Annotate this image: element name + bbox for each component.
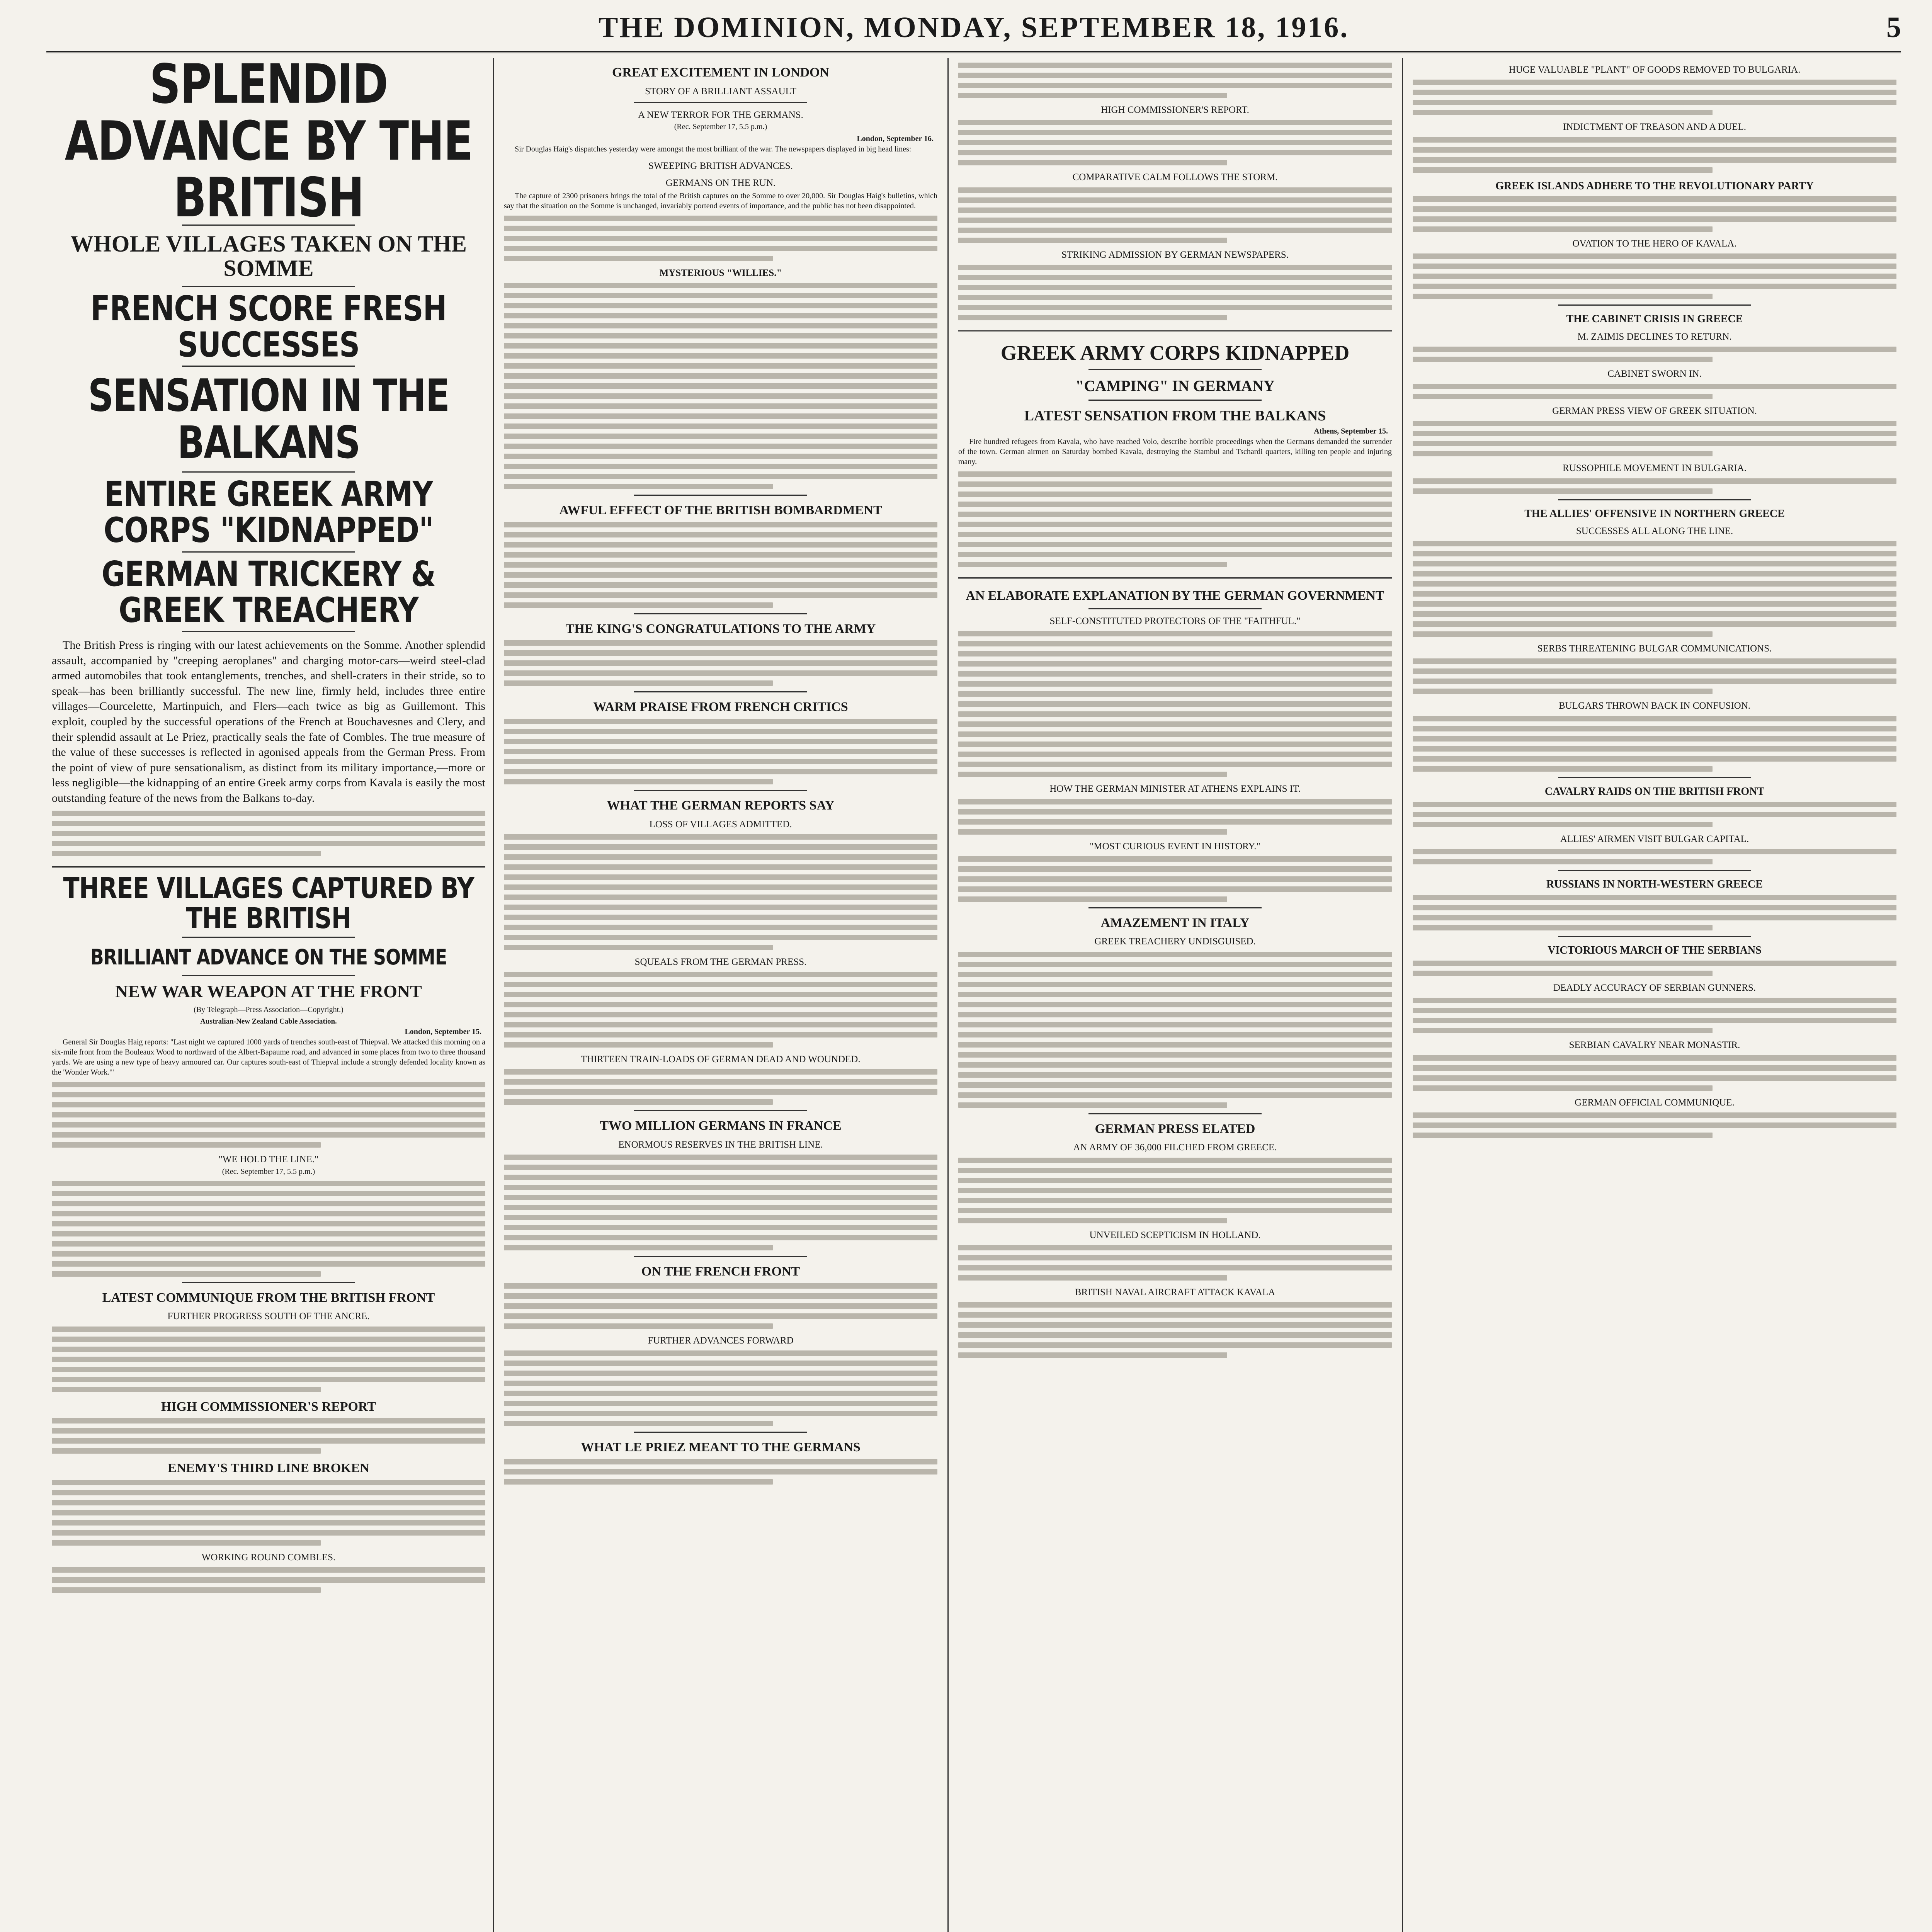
subheadline: FURTHER ADVANCES FORWARD: [648, 1335, 794, 1346]
article-text-block: [958, 799, 1392, 835]
subheadline: GERMAN PRESS VIEW OF GREEK SITUATION.: [1552, 406, 1757, 417]
divider: [634, 1256, 808, 1257]
column-2: [498, 58, 943, 1932]
subheadline: SQUEALS FROM THE GERMAN PRESS.: [634, 956, 807, 967]
divider: [1558, 777, 1752, 778]
divider: [634, 691, 808, 692]
headline: FRENCH SCORE FRESH SUCCESSES: [90, 289, 447, 365]
article-text-block: [504, 1350, 937, 1426]
headline: LATEST SENSATION FROM THE BALKANS: [1024, 408, 1326, 424]
divider: [182, 551, 355, 553]
page-number: 5: [1886, 11, 1901, 44]
masthead: [46, 9, 1901, 53]
divider: [958, 577, 1392, 579]
article-text-block: [958, 63, 1392, 98]
divider: [1088, 608, 1262, 609]
article-text-block: [1413, 137, 1896, 173]
article-text-block: [52, 1181, 485, 1277]
divider: [958, 330, 1392, 332]
article-text-block: [504, 719, 937, 784]
subheadline: AN ARMY OF 36,000 FILCHED FROM GREECE.: [1073, 1142, 1277, 1153]
divider: [182, 286, 355, 287]
article-text-block: [1413, 384, 1896, 399]
article-text: Sir Douglas Haig's dispatches yesterday were amongst the most brilliant of the war. The newspapers displayed in big head lines:: [515, 145, 912, 154]
headline: AN ELABORATE EXPLANATION BY THE GERMAN GOVERNMENT: [966, 588, 1384, 603]
article-text-block: [52, 1567, 485, 1593]
divider: [182, 975, 355, 976]
subheadline: WORKING ROUND COMBLES.: [201, 1552, 336, 1563]
article-text-block: [1413, 961, 1896, 976]
article-text-block: [958, 1245, 1392, 1281]
cable-source: Australian-New Zealand Cable Association.: [200, 1017, 337, 1026]
divider: [182, 471, 355, 473]
article-text-block: [504, 1459, 937, 1485]
article-text-block: [1413, 895, 1896, 930]
article-text-block: [1413, 716, 1896, 772]
headline: CAVALRY RAIDS ON THE BRITISH FRONT: [1544, 785, 1765, 798]
article-text: The capture of 2300 prisoners brings the total of the British captures on the Somme to over 20,000. Sir Douglas Haig's bulletins, which say that the situation on the Somme is unchanged, invariably portend events of importance, and the public has not been disappointed.: [504, 191, 937, 210]
subheadline: HIGH COMMISSIONER'S REPORT.: [1101, 105, 1249, 115]
article-text-block: [958, 631, 1392, 777]
headline: AWFUL EFFECT OF THE BRITISH BOMBARDMENT: [559, 503, 882, 517]
article-text-block: [958, 1158, 1392, 1223]
article-text-block: [504, 283, 937, 489]
headline: GERMAN PRESS ELATED: [1095, 1121, 1255, 1136]
divider: [634, 495, 808, 496]
subheadline: MYSTERIOUS "WILLIES.": [659, 267, 782, 278]
headline: GREEK ARMY CORPS KIDNAPPED: [1000, 341, 1350, 364]
headline: GERMAN TRICKERY & GREEK TREACHERY: [102, 554, 435, 630]
subheadline: SUCCESSES ALL ALONG THE LINE.: [1576, 526, 1733, 536]
article-text-block: [958, 471, 1392, 567]
headline: GREAT EXCITEMENT IN LONDON: [612, 65, 830, 80]
subheadline: DEADLY ACCURACY OF SERBIAN GUNNERS.: [1553, 983, 1756, 993]
divider: [634, 613, 808, 614]
divider: [1088, 400, 1262, 401]
article-text-block: [504, 522, 937, 608]
headline: HIGH COMMISSIONER'S REPORT: [161, 1399, 376, 1414]
subheadline: THIRTEEN TRAIN-LOADS OF GERMAN DEAD AND WOUNDED.: [581, 1054, 861, 1065]
divider: [634, 1432, 808, 1433]
article-text-block: [504, 640, 937, 686]
headline: TWO MILLION GERMANS IN FRANCE: [600, 1119, 842, 1133]
headline: SENSATION IN THE BALKANS: [88, 370, 449, 468]
article-text-block: [1413, 1112, 1896, 1138]
subheadline: "WE HOLD THE LINE.": [218, 1154, 319, 1165]
subheadline: GERMANS ON THE RUN.: [665, 178, 776, 189]
divider: [182, 1282, 355, 1283]
headline: THE KING'S CONGRATULATIONS TO THE ARMY: [565, 621, 876, 636]
subheadline: GREEK TREACHERY UNDISGUISED.: [1094, 936, 1256, 947]
divider: [52, 866, 485, 868]
divider: [1088, 1113, 1262, 1114]
subheadline: SELF-CONSTITUTED PROTECTORS OF THE "FAITHFUL.": [1049, 616, 1301, 627]
headline: ENEMY'S THIRD LINE BROKEN: [168, 1461, 369, 1476]
article-text-block: [1413, 1055, 1896, 1091]
article-text: Fire hundred refugees from Kavala, who have reached Volo, describe horrible proceedings when the Germans demanded the surrender of the town. German airmen on Saturday bombed Kavala, destroying the Stambul and Tschardi quarters, killing ten people and injuring many.: [958, 437, 1392, 466]
article-text-block: [52, 811, 485, 856]
divider: [182, 937, 355, 938]
subheadline: STRIKING ADMISSION BY GERMAN NEWSPAPERS.: [1061, 249, 1289, 260]
article-text-block: [504, 972, 937, 1048]
subheadline: UNVEILED SCEPTICISM IN HOLLAND.: [1089, 1230, 1261, 1240]
article-text-block: [958, 187, 1392, 243]
masthead-title: THE DOMINION, MONDAY, SEPTEMBER 18, 1916.: [598, 11, 1349, 44]
subheadline: ALLIES' AIRMEN VISIT BULGAR CAPITAL.: [1560, 834, 1749, 845]
article-text-block: [1413, 541, 1896, 637]
divider: [634, 102, 808, 103]
dateline: Athens, September 15.: [1314, 427, 1388, 436]
subheadline: INDICTMENT OF TREASON AND A DUEL.: [1563, 122, 1747, 133]
article-text: The British Press is ringing with our latest achievements on the Somme. Another splendid assault, accompanied by "creeping aeroplanes" and charging motor-cars—weird steel-clad armed automobiles that took entanglements, trenches, and shell-craters in their stride, so to speak—has been brilliantly successful. The new line, firmly held, includes three entire villages—Courcelette, Martinpuich, and Flers—each twice as big as Guillemont. This exploit, coupled by the successful operations of the French at Bouchavesnes and Clery, and their splendid assault at Le Priez, practically seals the fate of Combles. The true measure of the value of these successes is reflected in agonised appeals from the German Press. From the point of view of pure sensationalism, as distinct from its military importance,—more or less negligible—the kidnapping of an entire Greek army corps from Kavala is easily the most outstanding feature of the news from the Balkans to-day.: [52, 639, 485, 805]
subheadline: A NEW TERROR FOR THE GERMANS.: [638, 109, 803, 120]
subheadline: OVATION TO THE HERO OF KAVALA.: [1572, 238, 1737, 249]
article-text-block: [1413, 998, 1896, 1033]
subheadline: HOW THE GERMAN MINISTER AT ATHENS EXPLAINS IT.: [1049, 784, 1301, 794]
subheadline: CABINET SWORN IN.: [1607, 368, 1702, 379]
subheadline: M. ZAIMIS DECLINES TO RETURN.: [1577, 331, 1732, 342]
headline: THREE VILLAGES CAPTURED BY THE BRITISH: [63, 871, 474, 935]
article-text-block: [504, 1155, 937, 1250]
divider: [634, 1110, 808, 1111]
article-text-block: [1413, 421, 1896, 456]
divider: [1088, 369, 1262, 370]
received-line: (Rec. September 17, 5.5 p.m.): [222, 1167, 315, 1176]
article-text-block: [52, 1418, 485, 1454]
divider: [182, 631, 355, 632]
subheadline: STORY OF A BRILLIANT ASSAULT: [645, 86, 796, 97]
subheadline: BULGARS THROWN BACK IN CONFUSION.: [1558, 701, 1751, 711]
headline: RUSSIANS IN NORTH-WESTERN GREECE: [1546, 878, 1763, 891]
divider: [1088, 907, 1262, 908]
headline: LATEST COMMUNIQUE FROM THE BRITISH FRONT: [102, 1290, 435, 1305]
column-rule: [493, 58, 494, 1932]
subheadline: SERBIAN CAVALRY NEAR MONASTIR.: [1569, 1040, 1740, 1051]
headline: AMAZEMENT IN ITALY: [1100, 915, 1250, 930]
article-text-block: [1413, 802, 1896, 827]
subheadline: HUGE VALUABLE "PLANT" OF GOODS REMOVED TO BULGARIA.: [1509, 65, 1801, 75]
divider: [1558, 499, 1752, 500]
subheadline: FURTHER PROGRESS SOUTH OF THE ANCRE.: [167, 1311, 370, 1322]
headline: THE CABINET CRISIS IN GREECE: [1566, 313, 1743, 325]
article-text-block: [958, 952, 1392, 1108]
article-text-block: [1413, 347, 1896, 362]
article-text-block: [1413, 196, 1896, 232]
column-4: [1407, 58, 1902, 1932]
column-1: [46, 58, 491, 1932]
article-text-block: [958, 265, 1392, 320]
headline: GREEK ISLANDS ADHERE TO THE REVOLUTIONARY PARTY: [1495, 180, 1814, 192]
headline: WHOLE VILLAGES TAKEN ON THE SOMME: [70, 231, 467, 281]
article-text-block: [1413, 80, 1896, 115]
article-text-block: [1413, 253, 1896, 299]
headline: THE ALLIES' OFFENSIVE IN NORTHERN GREECE: [1524, 507, 1785, 520]
subheadline: BRITISH NAVAL AIRCRAFT ATTACK KAVALA: [1075, 1287, 1276, 1298]
divider: [1558, 936, 1752, 937]
headline: ON THE FRENCH FRONT: [641, 1264, 800, 1279]
headline: ENTIRE GREEK ARMY CORPS "KIDNAPPED": [104, 474, 434, 551]
article-text-block: [1413, 849, 1896, 864]
subheadline: COMPARATIVE CALM FOLLOWS THE STORM.: [1072, 172, 1278, 183]
article-text-block: [52, 1327, 485, 1392]
subheadline: ENORMOUS RESERVES IN THE BRITISH LINE.: [618, 1139, 823, 1150]
article-text-block: [52, 1082, 485, 1148]
column-rule: [947, 58, 949, 1932]
article-text-block: [958, 856, 1392, 902]
article-text-block: [1413, 478, 1896, 494]
lead-article: [52, 638, 485, 806]
subheadline: "MOST CURIOUS EVENT IN HISTORY.": [1090, 841, 1260, 852]
headline: BRILLIANT ADVANCE ON THE SOMME: [90, 944, 447, 970]
column-3: [953, 58, 1397, 1932]
headline: WARM PRAISE FROM FRENCH CRITICS: [593, 700, 848, 714]
column-rule: [1402, 58, 1403, 1932]
dateline: London, September 15.: [405, 1027, 481, 1036]
received-line: (Rec. September 17, 5.5 p.m.): [674, 122, 767, 131]
headline-main: SPLENDID ADVANCE BY THE BRITISH: [65, 58, 473, 230]
article-text-block: [504, 216, 937, 261]
divider: [634, 790, 808, 791]
headline: NEW WAR WEAPON AT THE FRONT: [115, 981, 422, 1002]
article-text-block: [52, 1480, 485, 1546]
headline: WHAT LE PRIEZ MEANT TO THE GERMANS: [581, 1440, 861, 1455]
subheadline: GERMAN OFFICIAL COMMUNIQUE.: [1575, 1097, 1735, 1108]
article-text-block: [1413, 658, 1896, 694]
divider: [182, 366, 355, 367]
article-text-block: [504, 1283, 937, 1329]
divider: [1558, 304, 1752, 306]
subheadline: SWEEPING BRITISH ADVANCES.: [648, 161, 793, 172]
headline: "CAMPING" IN GERMANY: [1075, 377, 1275, 395]
article-text-block: [504, 834, 937, 950]
subheadline: LOSS OF VILLAGES ADMITTED.: [649, 819, 792, 830]
headline: VICTORIOUS MARCH OF THE SERBIANS: [1548, 944, 1762, 956]
dateline: London, September 16.: [857, 134, 934, 143]
divider: [1558, 870, 1752, 871]
subheadline: RUSSOPHILE MOVEMENT IN BULGARIA.: [1563, 463, 1747, 474]
subheadline: SERBS THREATENING BULGAR COMMUNICATIONS.: [1537, 643, 1772, 654]
article-text-block: [958, 120, 1392, 165]
article-text-block: [958, 1302, 1392, 1358]
headline: WHAT THE GERMAN REPORTS SAY: [607, 798, 835, 813]
article-text-block: [504, 1069, 937, 1105]
byline: (By Telegraph—Press Association—Copyright.): [194, 1005, 344, 1014]
article-text: General Sir Douglas Haig reports: "Last night we captured 1000 yards of trenches south-east of Thiepval. We attacked this morning on a six-mile front from the Bouleaux Wood to northward of the Albert-Bapaume road, and advanced in some places from two to three thousand yards. We are using a new type of heavy armoured car. Our captures south-east of Thiepval include a strongly defended locality known as the 'Wonder Work.'": [52, 1038, 485, 1077]
